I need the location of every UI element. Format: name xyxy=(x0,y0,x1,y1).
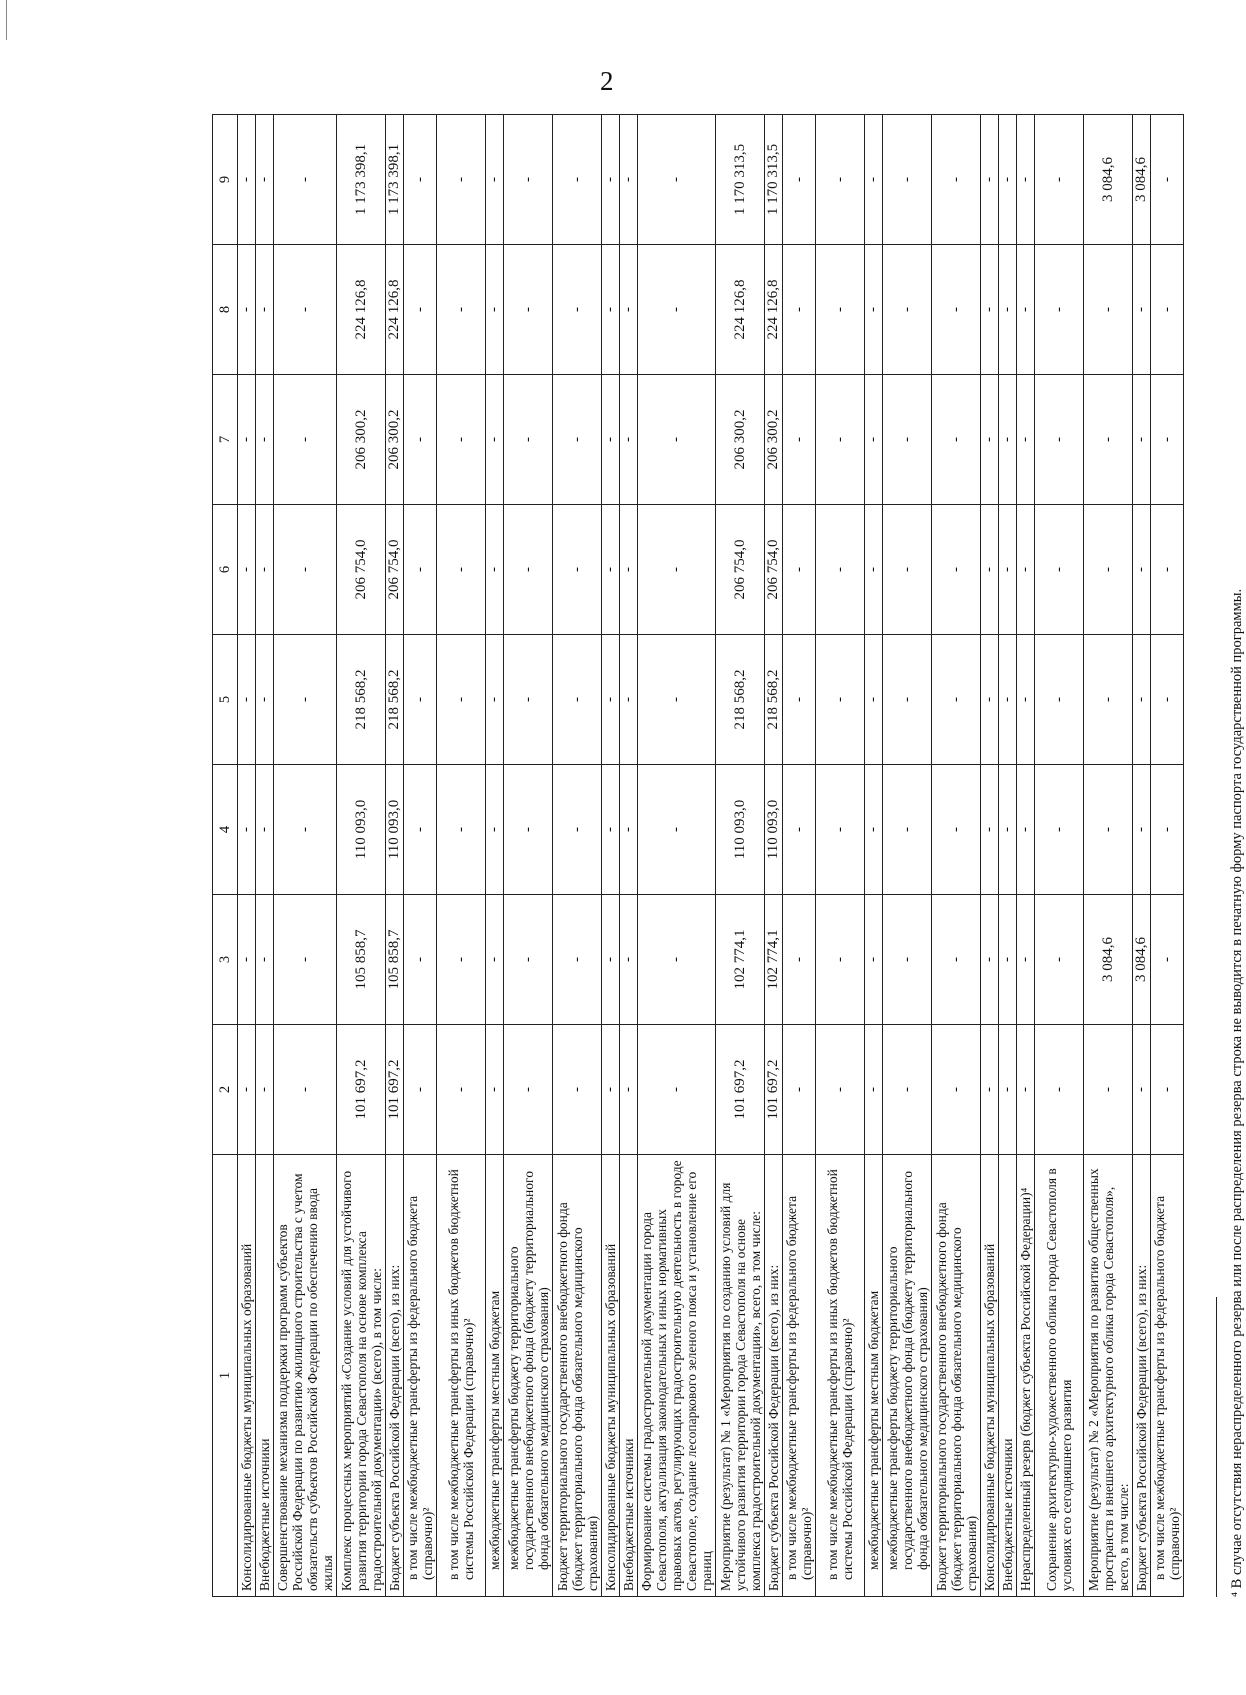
table-cell: 110 093,0 xyxy=(337,765,386,895)
row-label: Комплекс процессных мероприятий «Создание условий для устойчивого развития территории города Севастополя на основе комплекса градостроительной документации» (всего), в том числе: xyxy=(337,1155,386,1597)
row-label: Совершенствование механизма поддержки программ субъектов Российской Федерации по развитию жилищного строительства с учетом обязательств субъектов Российской Федерации по обеспечению ввода жилья xyxy=(274,1155,337,1597)
table-cell: - xyxy=(1151,765,1184,895)
table-cell: - xyxy=(999,895,1017,1025)
table-cell: - xyxy=(620,895,638,1025)
table-cell: - xyxy=(504,505,553,635)
table-cell: - xyxy=(999,1025,1017,1155)
table-cell: - xyxy=(999,375,1017,505)
table-cell: 101 697,2 xyxy=(716,1025,765,1155)
table-cell: - xyxy=(883,895,932,1025)
table-cell: - xyxy=(238,245,256,375)
table-row xyxy=(1151,115,1184,1597)
table-cell: - xyxy=(1084,375,1133,505)
table-cell: - xyxy=(638,115,716,245)
table-row xyxy=(602,115,620,1597)
table-cell: - xyxy=(256,505,274,635)
table-cell: - xyxy=(1133,765,1151,895)
table-cell: - xyxy=(932,505,981,635)
table-cell: - xyxy=(486,375,504,505)
table-cell: - xyxy=(1133,505,1151,635)
table-cell: - xyxy=(1017,375,1035,505)
table-cell: 3 084,6 xyxy=(1084,895,1133,1025)
table-cell: - xyxy=(553,1025,602,1155)
table-cell: 1 173 398,1 xyxy=(386,115,404,245)
table-cell: - xyxy=(553,375,602,505)
table-cell: - xyxy=(981,895,999,1025)
rotated-page-content xyxy=(212,117,1245,1597)
table-cell: - xyxy=(1035,375,1084,505)
table-cell: - xyxy=(1017,505,1035,635)
table-row xyxy=(865,115,883,1597)
table-row xyxy=(620,115,638,1597)
table-cell: - xyxy=(553,765,602,895)
table-row xyxy=(1017,115,1035,1597)
table-cell: - xyxy=(602,245,620,375)
table-cell: - xyxy=(816,1025,865,1155)
table-cell: - xyxy=(932,115,981,245)
table-cell: - xyxy=(437,895,486,1025)
table-row xyxy=(553,115,602,1597)
table-cell: - xyxy=(404,505,437,635)
table-cell: - xyxy=(1035,115,1084,245)
table-cell: 224 126,8 xyxy=(337,245,386,375)
column-header: 8 xyxy=(213,245,238,375)
table-cell: - xyxy=(1133,1025,1151,1155)
table-cell: - xyxy=(1133,245,1151,375)
table-cell: - xyxy=(1151,895,1184,1025)
table-cell: - xyxy=(638,505,716,635)
table-cell: - xyxy=(504,375,553,505)
table-cell: - xyxy=(486,115,504,245)
table-cell: - xyxy=(620,765,638,895)
table-cell: - xyxy=(865,115,883,245)
table-cell: - xyxy=(999,635,1017,765)
table-cell: - xyxy=(504,115,553,245)
table-cell: - xyxy=(620,635,638,765)
table-cell: 206 754,0 xyxy=(765,505,783,635)
table-cell: - xyxy=(883,505,932,635)
table-cell: - xyxy=(437,115,486,245)
table-cell: - xyxy=(602,375,620,505)
financing-table xyxy=(212,114,1184,1597)
table-cell: 206 300,2 xyxy=(386,375,404,505)
table-cell: 3 084,6 xyxy=(1133,895,1151,1025)
table-cell: - xyxy=(1035,635,1084,765)
table-cell: 218 568,2 xyxy=(765,635,783,765)
table-cell: - xyxy=(883,115,932,245)
table-cell: - xyxy=(999,115,1017,245)
column-header: 1 xyxy=(213,1155,238,1597)
table-cell: 110 093,0 xyxy=(716,765,765,895)
table-cell: - xyxy=(504,765,553,895)
table-cell: - xyxy=(486,635,504,765)
table-cell: - xyxy=(981,635,999,765)
row-label: Консолидированные бюджеты муниципальных образований xyxy=(238,1155,256,1597)
table-cell: - xyxy=(1017,895,1035,1025)
table-cell: - xyxy=(1151,245,1184,375)
table-cell: - xyxy=(865,375,883,505)
table-body xyxy=(238,115,1184,1597)
table-cell: - xyxy=(638,375,716,505)
table-cell: - xyxy=(1017,115,1035,245)
table-cell: - xyxy=(1017,245,1035,375)
table-cell: - xyxy=(981,375,999,505)
table-cell: - xyxy=(256,1025,274,1155)
footnote: ⁴ В случае отсутствия нераспределенного резерва или после распределения резерва строка не выводится в печатную форму паспорта государственной программы. xyxy=(1229,588,1245,1597)
table-cell: 206 754,0 xyxy=(337,505,386,635)
table-cell: 101 697,2 xyxy=(337,1025,386,1155)
table-row xyxy=(486,115,504,1597)
table-cell: - xyxy=(486,505,504,635)
row-label: межбюджетные трансферты бюджету территориального государственного внебюджетного фонда (бюджету территориального фонда обязательного медицинского страхования) xyxy=(883,1155,932,1597)
row-label: в том числе межбюджетные трансферты из иных бюджетов бюджетной системы Российской Федерации (справочно)² xyxy=(816,1155,865,1597)
table-cell: - xyxy=(1151,115,1184,245)
table-cell: - xyxy=(638,765,716,895)
row-label: Бюджет территориального государственного внебюджетного фонда (бюджет территориального фонда обязательного медицинского страхования) xyxy=(553,1155,602,1597)
row-label: межбюджетные трансферты бюджету территориального государственного внебюджетного фонда (бюджету территориального фонда обязательного медицинского страхования) xyxy=(504,1155,553,1597)
table-cell: - xyxy=(256,245,274,375)
table-cell: - xyxy=(865,1025,883,1155)
table-row xyxy=(1084,115,1133,1597)
row-label: Нераспределенный резерв (бюджет субъекта Российской Федерации)⁴ xyxy=(1017,1155,1035,1597)
table-cell: 1 170 313,5 xyxy=(716,115,765,245)
row-label: Внебюджетные источники xyxy=(620,1155,638,1597)
table-cell: - xyxy=(437,375,486,505)
table-cell: - xyxy=(602,115,620,245)
row-label: Мероприятие (результат) № 2 «Мероприятия по развитию общественных пространств и внешнего архитектурного облика города Севастополя», всего, в том числе: xyxy=(1084,1155,1133,1597)
table-cell: - xyxy=(238,635,256,765)
column-header: 4 xyxy=(213,765,238,895)
table-row xyxy=(932,115,981,1597)
table-cell: - xyxy=(638,635,716,765)
table-cell: 105 858,7 xyxy=(337,895,386,1025)
table-cell: 105 858,7 xyxy=(386,895,404,1025)
table-cell: - xyxy=(816,115,865,245)
table-cell: 110 093,0 xyxy=(765,765,783,895)
table-cell: - xyxy=(783,1025,816,1155)
table-cell: - xyxy=(404,375,437,505)
table-cell: 218 568,2 xyxy=(337,635,386,765)
row-label: Формирование системы градостроительной документации города Севастополя, актуализация законодательных и иных нормативных правовых актов, регулирующих градостроительную деятельность в городе Севастополе, создание лесопаркового зеленого пояса и установление его границ xyxy=(638,1155,716,1597)
table-cell: - xyxy=(883,635,932,765)
table-cell: - xyxy=(981,765,999,895)
table-row xyxy=(256,115,274,1597)
table-cell: - xyxy=(783,375,816,505)
table-cell: - xyxy=(783,245,816,375)
page-number: 2 xyxy=(600,66,614,96)
table-cell: - xyxy=(256,765,274,895)
table-cell: - xyxy=(553,115,602,245)
table-cell: - xyxy=(602,895,620,1025)
table-cell: - xyxy=(274,765,337,895)
table-cell: - xyxy=(238,1025,256,1155)
table-cell: - xyxy=(504,895,553,1025)
table-cell: - xyxy=(404,1025,437,1155)
column-header: 3 xyxy=(213,895,238,1025)
row-label: межбюджетные трансферты местным бюджетам xyxy=(486,1155,504,1597)
table-cell: - xyxy=(816,245,865,375)
scan-edge-mark xyxy=(6,0,7,40)
row-label: Внебюджетные источники xyxy=(999,1155,1017,1597)
table-cell: 110 093,0 xyxy=(386,765,404,895)
row-label: в том числе межбюджетные трансферты из федерального бюджета (справочно)² xyxy=(404,1155,437,1597)
column-header: 9 xyxy=(213,115,238,245)
table-cell: 3 084,6 xyxy=(1084,115,1133,245)
table-cell: - xyxy=(999,505,1017,635)
table-cell: - xyxy=(274,635,337,765)
table-row xyxy=(238,115,256,1597)
table-cell: - xyxy=(883,375,932,505)
table-cell: - xyxy=(1151,505,1184,635)
table-row xyxy=(274,115,337,1597)
table-cell: - xyxy=(1084,505,1133,635)
table-cell: - xyxy=(1084,765,1133,895)
table-cell: - xyxy=(486,895,504,1025)
row-label: Бюджет субъекта Российской Федерации (всего), из них: xyxy=(1133,1155,1151,1597)
table-cell: - xyxy=(620,505,638,635)
table-cell: - xyxy=(553,505,602,635)
row-label: Консолидированные бюджеты муниципальных образований xyxy=(602,1155,620,1597)
table-cell: - xyxy=(602,1025,620,1155)
column-header: 5 xyxy=(213,635,238,765)
table-cell: - xyxy=(620,245,638,375)
table-cell: - xyxy=(504,245,553,375)
table-cell: - xyxy=(1017,635,1035,765)
table-cell: - xyxy=(437,765,486,895)
table-cell: 206 300,2 xyxy=(716,375,765,505)
table-cell: - xyxy=(602,765,620,895)
table-cell: - xyxy=(1084,635,1133,765)
table-row xyxy=(981,115,999,1597)
column-header: 7 xyxy=(213,375,238,505)
table-cell: - xyxy=(620,1025,638,1155)
table-cell: - xyxy=(638,245,716,375)
table-cell: - xyxy=(865,895,883,1025)
table-cell: - xyxy=(865,765,883,895)
table-row xyxy=(504,115,553,1597)
footnote-separator xyxy=(1216,1297,1217,1597)
table-cell: - xyxy=(1035,1025,1084,1155)
table-cell: - xyxy=(486,765,504,895)
row-label: в том числе межбюджетные трансферты из федерального бюджета (справочно)² xyxy=(1151,1155,1184,1597)
table-cell: - xyxy=(553,245,602,375)
column-header: 2 xyxy=(213,1025,238,1155)
table-row xyxy=(404,115,437,1597)
row-label: Бюджет территориального государственного внебюджетного фонда (бюджет территориального фонда обязательного медицинского страхования) xyxy=(932,1155,981,1597)
table-cell: - xyxy=(1017,1025,1035,1155)
table-cell: - xyxy=(816,635,865,765)
table-row xyxy=(883,115,932,1597)
table-cell: - xyxy=(865,635,883,765)
table-cell: - xyxy=(932,765,981,895)
table-cell: - xyxy=(238,895,256,1025)
table-cell: - xyxy=(553,635,602,765)
table-cell: - xyxy=(1084,245,1133,375)
table-cell: - xyxy=(932,245,981,375)
table-cell: 1 170 313,5 xyxy=(765,115,783,245)
table-cell: - xyxy=(1084,1025,1133,1155)
table-header-row xyxy=(213,115,238,1597)
table-row xyxy=(386,115,404,1597)
table-cell: - xyxy=(638,1025,716,1155)
table-cell: - xyxy=(620,375,638,505)
table-row xyxy=(999,115,1017,1597)
table-cell: 101 697,2 xyxy=(765,1025,783,1155)
table-cell: - xyxy=(932,1025,981,1155)
table-cell: 1 173 398,1 xyxy=(337,115,386,245)
table-cell: - xyxy=(1133,375,1151,505)
table-cell: 102 774,1 xyxy=(765,895,783,1025)
table-cell: - xyxy=(274,1025,337,1155)
row-label: Консолидированные бюджеты муниципальных образований xyxy=(981,1155,999,1597)
table-cell: - xyxy=(486,245,504,375)
table-cell: - xyxy=(504,1025,553,1155)
table-cell: - xyxy=(1035,765,1084,895)
table-cell: - xyxy=(816,765,865,895)
table-cell: - xyxy=(1133,635,1151,765)
table-cell: 3 084,6 xyxy=(1133,115,1151,245)
table-cell: - xyxy=(865,505,883,635)
table-cell: - xyxy=(256,895,274,1025)
table-row xyxy=(337,115,386,1597)
table-cell: - xyxy=(1035,895,1084,1025)
table-cell: - xyxy=(404,765,437,895)
table-cell: - xyxy=(783,115,816,245)
table-cell: - xyxy=(274,375,337,505)
table-cell: - xyxy=(256,375,274,505)
table-cell: - xyxy=(1151,1025,1184,1155)
table-cell: 206 300,2 xyxy=(337,375,386,505)
table-cell: - xyxy=(783,765,816,895)
table-cell: 206 754,0 xyxy=(716,505,765,635)
table-cell: - xyxy=(602,635,620,765)
table-cell: - xyxy=(437,245,486,375)
table-row xyxy=(716,115,765,1597)
table-row xyxy=(638,115,716,1597)
table-cell: 206 754,0 xyxy=(386,505,404,635)
table-cell: - xyxy=(404,895,437,1025)
row-label: межбюджетные трансферты местным бюджетам xyxy=(865,1155,883,1597)
table-cell: - xyxy=(404,635,437,765)
table-cell: - xyxy=(638,895,716,1025)
table-cell: - xyxy=(256,635,274,765)
table-cell: - xyxy=(999,765,1017,895)
table-cell: 218 568,2 xyxy=(386,635,404,765)
table-cell: - xyxy=(238,505,256,635)
table-cell: - xyxy=(437,635,486,765)
table-cell: - xyxy=(404,115,437,245)
table-cell: - xyxy=(816,375,865,505)
table-cell: - xyxy=(1035,505,1084,635)
table-cell: - xyxy=(981,245,999,375)
table-cell: - xyxy=(437,505,486,635)
table-cell: 224 126,8 xyxy=(716,245,765,375)
table-cell: - xyxy=(1151,635,1184,765)
table-cell: - xyxy=(1035,245,1084,375)
row-label: Сохранение архитектурно-художественного облика города Севастополя в условиях его сегодняшнего развития xyxy=(1035,1155,1084,1597)
table-cell: - xyxy=(274,245,337,375)
column-header: 6 xyxy=(213,505,238,635)
table-row xyxy=(816,115,865,1597)
table-cell: - xyxy=(274,115,337,245)
table-cell: - xyxy=(504,635,553,765)
table-row xyxy=(1035,115,1084,1597)
table-cell: - xyxy=(981,505,999,635)
table-cell: 102 774,1 xyxy=(716,895,765,1025)
table-cell: - xyxy=(238,375,256,505)
row-label: Бюджет субъекта Российской Федерации (всего), из них: xyxy=(386,1155,404,1597)
table-cell: - xyxy=(999,245,1017,375)
table-cell: 206 300,2 xyxy=(765,375,783,505)
table-cell: - xyxy=(783,505,816,635)
row-label: Мероприятие (результат) № 1 «Мероприятия по созданию условий для устойчивого развития территории города Севастополя на основе комплекса градостроительной документации», всего, в том числе: xyxy=(716,1155,765,1597)
table-cell: 101 697,2 xyxy=(386,1025,404,1155)
table-cell: 218 568,2 xyxy=(716,635,765,765)
table-cell: - xyxy=(932,375,981,505)
table-cell: - xyxy=(1017,765,1035,895)
table-cell: - xyxy=(238,765,256,895)
table-cell: 224 126,8 xyxy=(386,245,404,375)
table-cell: - xyxy=(816,505,865,635)
table-cell: 224 126,8 xyxy=(765,245,783,375)
table-cell: - xyxy=(981,1025,999,1155)
table-cell: - xyxy=(883,245,932,375)
table-cell: - xyxy=(1151,375,1184,505)
table-row xyxy=(1133,115,1151,1597)
table-cell: - xyxy=(816,895,865,1025)
table-cell: - xyxy=(981,115,999,245)
row-label: Бюджет субъекта Российской Федерации (всего), из них: xyxy=(765,1155,783,1597)
table-row xyxy=(437,115,486,1597)
table-cell: - xyxy=(932,895,981,1025)
table-cell: - xyxy=(783,635,816,765)
table-row xyxy=(783,115,816,1597)
table-cell: - xyxy=(274,895,337,1025)
table-cell: - xyxy=(238,115,256,245)
table-cell: - xyxy=(883,1025,932,1155)
table-cell: - xyxy=(783,895,816,1025)
table-cell: - xyxy=(620,115,638,245)
table-cell: - xyxy=(486,1025,504,1155)
row-label: Внебюджетные источники xyxy=(256,1155,274,1597)
table-cell: - xyxy=(274,505,337,635)
table-cell: - xyxy=(602,505,620,635)
table-cell: - xyxy=(932,635,981,765)
table-cell: - xyxy=(553,895,602,1025)
table-cell: - xyxy=(437,1025,486,1155)
table-cell: - xyxy=(256,115,274,245)
table-cell: - xyxy=(883,765,932,895)
row-label: в том числе межбюджетные трансферты из федерального бюджета (справочно)² xyxy=(783,1155,816,1597)
row-label: в том числе межбюджетные трансферты из иных бюджетов бюджетной системы Российской Федерации (справочно)² xyxy=(437,1155,486,1597)
table-row xyxy=(765,115,783,1597)
table-cell: - xyxy=(865,245,883,375)
table-cell: - xyxy=(404,245,437,375)
